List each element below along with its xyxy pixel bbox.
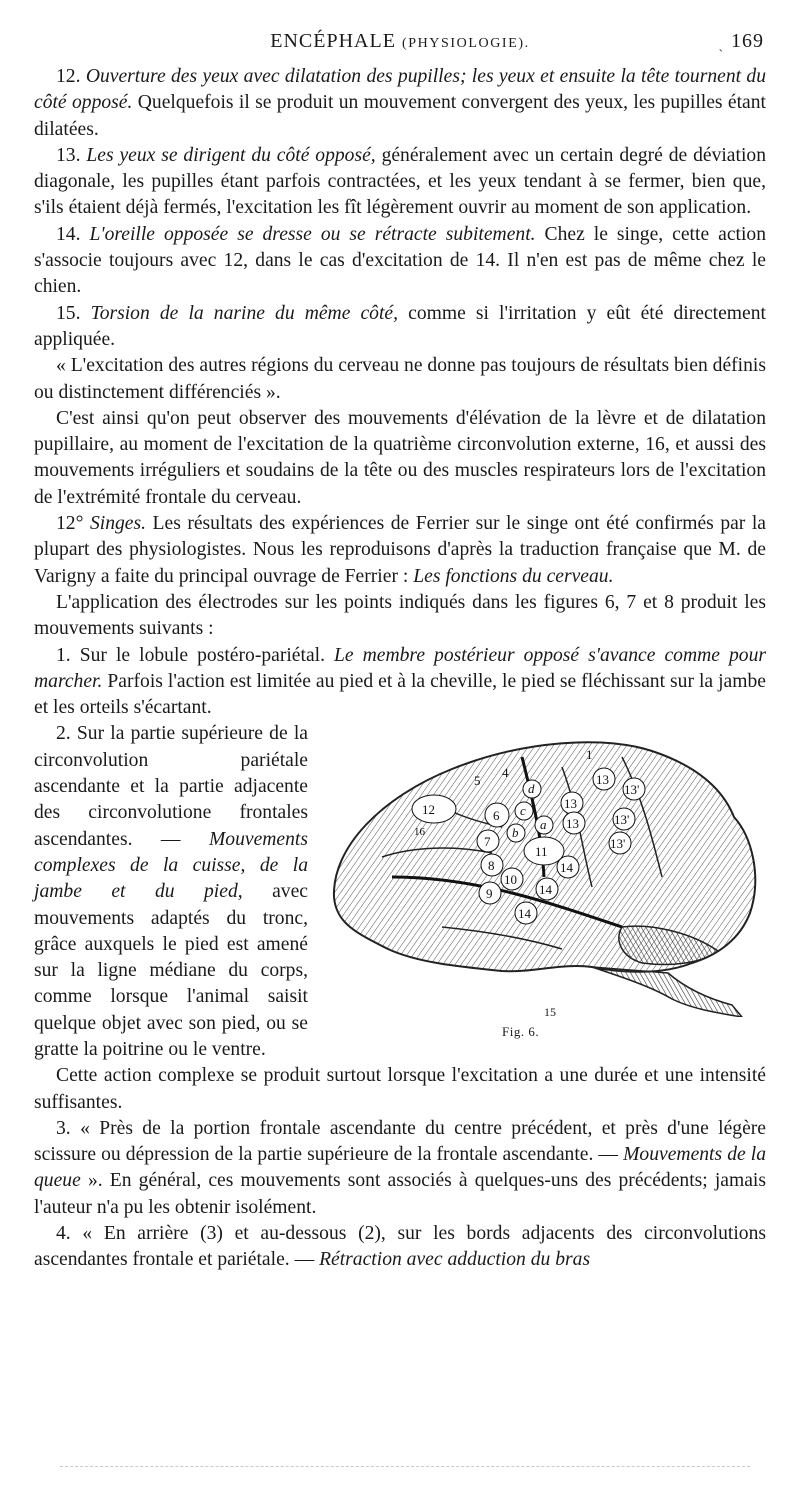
paragraph-text: Chez le singe, cette action s'associe toujours avec 12, dans le cas d'excitation de 14. Il n'en est pas de même chez le chien.: [34, 223, 766, 298]
paragraph-text: Quelquefois il se produit un mouvement convergent des yeux, les pupilles étant dilatées.: [34, 92, 766, 140]
item-emphasis: Mouvements complexes de la cuisse, de la jambe et du pied,: [34, 828, 308, 903]
label-14-b: 14: [539, 882, 552, 898]
label-4: 4: [502, 765, 509, 781]
paragraph-singes: [34, 511, 766, 590]
paragraph-14: [34, 222, 766, 301]
label-12: 12: [422, 802, 435, 818]
item-number: 2.: [56, 723, 71, 745]
body-text: [34, 64, 766, 1274]
label-b: b: [512, 825, 519, 841]
book-title: Les fonctions du cerveau.: [413, 565, 614, 587]
running-title-text: ENCÉPHALE: [270, 30, 396, 52]
running-subtitle: (PHYSIOLOGIE).: [401, 36, 530, 51]
label-1: 1: [586, 747, 593, 763]
label-14-c: 14: [518, 906, 531, 922]
label-8: 8: [488, 858, 495, 874]
label-d: d: [528, 781, 535, 797]
item-text-rest: Parfois l'action est limitée au pied et à la cheville, le pied se fléchissant sur la jambe et les orteils s'écartant.: [34, 670, 766, 719]
paragraph-application: L'application des électrodes sur les points indiqués dans les figures 6, 7 et 8 produit les mouvements suivants :: [34, 591, 766, 640]
label-13p-b: 13': [614, 812, 630, 828]
paragraph-emphasis: Torsion de la narine du même côté,: [90, 302, 399, 324]
item-number: 1.: [56, 644, 71, 666]
paragraph-number: 15.: [56, 302, 81, 324]
item-number: 3.: [56, 1117, 71, 1139]
paragraph-cette-action: Cette action complexe se produit surtout lorsque l'excitation a une durée et une intensité suffisantes.: [34, 1065, 766, 1113]
figure-caption: Fig. 6.: [502, 1024, 540, 1040]
paragraph-emphasis: Ouverture des yeux avec dilatation des pupilles; les yeux et ensuite la tête tournent du côté opposé.: [34, 66, 766, 114]
item-emphasis: Le membre postérieur opposé s'avance comme pour marcher.: [34, 644, 766, 692]
label-16: 16: [414, 826, 425, 839]
label-13-b: 13: [566, 816, 579, 832]
label-a: a: [540, 817, 547, 833]
label-13-a: 13: [564, 796, 577, 812]
label-10: 10: [504, 872, 517, 888]
paragraph-emphasis: L'oreille opposée se dresse ou se rétracte subitement.: [89, 223, 536, 245]
list-item-4: [34, 1221, 766, 1274]
label-14-a: 14: [560, 860, 573, 876]
label-13p-a: 13': [624, 782, 640, 798]
item-text-rest: avec mouvements adaptés du tronc, grâce auxquels le pied est amené sur la ligne médiane du corps, comme lorsque l'animal saisit quelque objet avec son pied, ou se gratte la poitrine ou le ventre.: [34, 881, 308, 1060]
brain-figure: [322, 727, 766, 1057]
label-11: 11: [535, 844, 548, 860]
figure-label-15: 15: [544, 1005, 556, 1020]
brainstem: [592, 967, 742, 1017]
running-header: [0, 28, 800, 58]
label-13p-c: 13': [610, 836, 626, 852]
item-text: Sur la partie supérieure de la circonvolution pariétale ascendante et la partie adjacente des circonvolutione frontales ascendantes. —: [34, 723, 308, 850]
paragraph-number: 12.: [56, 66, 81, 87]
paragraph-emphasis: Les yeux se dirigent du côté opposé,: [86, 144, 376, 166]
section-number: 12°: [56, 513, 84, 535]
label-6: 6: [493, 808, 500, 824]
quote-paragraph: « L'excitation des autres régions du cerveau ne donne pas toujours de résultats bien définis ou distinctement différenciés ».: [34, 355, 766, 403]
item-emphasis: Rétraction avec adduction du bras: [319, 1249, 591, 1271]
list-item-1: [34, 643, 766, 722]
section-heading: Singes.: [89, 513, 147, 535]
item-text: « En arrière (3) et au-dessous (2), sur les bords adjacents des circonvolutions ascendantes frontale et pariétale. —: [34, 1223, 767, 1271]
page-number: 169: [731, 30, 764, 52]
paragraph-text: généralement avec un certain degré de déviation diagonale, les pupilles étant parfois contractées, et les yeux tendant à se fermer, bien que, s'ils étaient déjà fermés, l'excitation les fît légèrement ouvrir au moment de son application.: [34, 144, 766, 219]
list-item-3: [34, 1116, 766, 1221]
margin-mark: ˏ: [718, 37, 724, 52]
label-c: c: [520, 803, 526, 819]
running-title: [0, 28, 800, 57]
label-5: 5: [474, 773, 481, 789]
paragraph-cest-ainsi: C'est ainsi qu'on peut observer des mouvements d'élévation de la lèvre et de dilatation pupillaire, au moment de l'excitation de la quatrième circonvolution externe, 16, et aussi des mouvements irréguliers et soudains de la tête ou des muscles respirateurs lors de l'excitation de l'extrémité frontale du cerveau.: [34, 407, 766, 508]
paragraph-13: [34, 143, 766, 222]
paragraph-number: 13.: [56, 144, 81, 166]
item-number: 4.: [56, 1223, 71, 1245]
page-bottom-bleed: [60, 1466, 750, 1469]
item-text: Sur le lobule postéro-pariétal.: [79, 644, 325, 666]
label-13-c: 13: [596, 772, 609, 788]
item-emphasis: Mouvements de la queue: [34, 1144, 767, 1192]
paragraph-text: comme si l'irritation y eût été directement appliquée.: [34, 302, 766, 350]
label-9: 9: [486, 886, 493, 902]
paragraph-text: Les résultats des expériences de Ferrier sur le singe ont été confirmés par la plupart des physiologistes. Nous les reproduisons d'après la traduction française que M. de Varigny a faite du principal ouvrage de Ferrier :: [34, 513, 766, 587]
item-text-rest: ». En général, ces mouvements sont associés à quelques-uns des précédents; jamais l'auteur n'a pu les obtenir isolément.: [34, 1170, 766, 1218]
paragraph-number: 14.: [56, 223, 81, 245]
monkey-brain-illustration: [322, 727, 766, 1017]
paragraph-12: [34, 64, 766, 143]
item-text: « Près de la portion frontale ascendante du centre précédent, et près d'une légère scissure ou dépression de la partie supérieure de la frontale ascendante. —: [34, 1117, 766, 1166]
label-7: 7: [484, 834, 491, 850]
paragraph-15: [34, 301, 766, 354]
